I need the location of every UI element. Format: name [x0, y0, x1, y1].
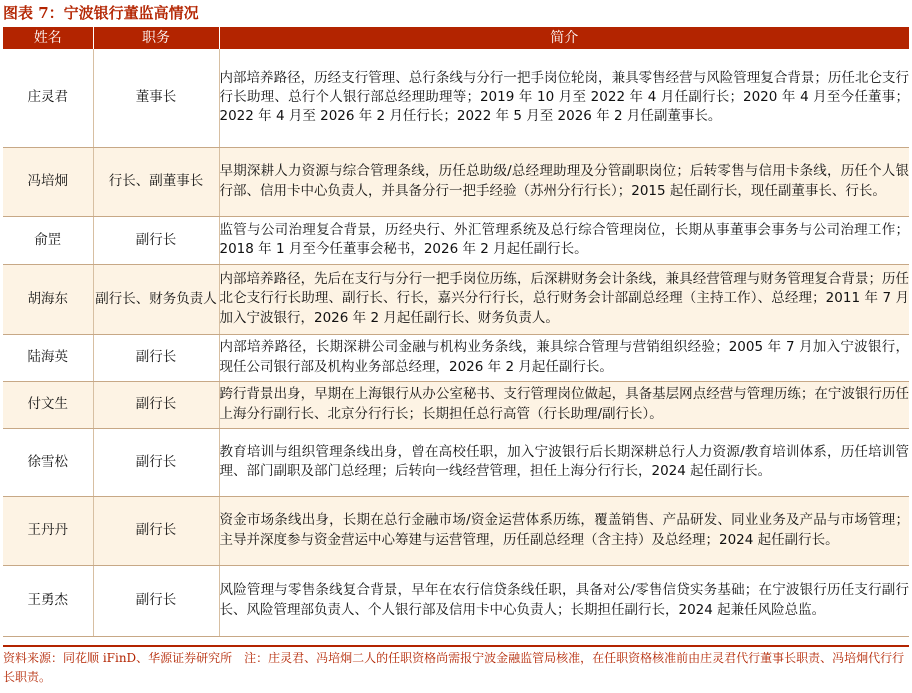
cell-role: 副行长 — [93, 565, 219, 636]
cell-role: 行长、副董事长 — [93, 147, 219, 216]
table-header-row — [3, 27, 909, 49]
cell-desc: 内部培养路径，先后在支行与分行一把手岗位历练，后深耕财务会计条线，兼具经营管理与财务管理复合背景；历任北仑支行行长助理、副行长、行长，嘉兴分行行长，总行财务会计部副总经理（主持工作）、总经理；2011 年 7 月加入宁波银行，2026 年 2 月起任副行长、财务负责人。 — [219, 264, 909, 334]
cell-desc: 内部培养路径，长期深耕公司金融与机构业务条线，兼具综合管理与营销组织经验；2005 年 7 月加入宁波银行，现任公司银行部及机构业务部总经理，2026 年 2 月起任副行长。 — [219, 334, 909, 381]
cell-role: 副行长 — [93, 216, 219, 264]
cell-desc: 早期深耕人力资源与综合管理条线，历任总助级/总经理助理及分管副职岗位；后转零售与信用卡条线，历任个人银行部、信用卡中心负责人，并具备分行一把手经验（苏州分行行长）；2015 起任副行长，现任副董事长、行长。 — [219, 147, 909, 216]
table-row — [3, 334, 909, 381]
cell-role: 副行长 — [93, 496, 219, 565]
table-row — [3, 565, 909, 636]
cell-desc: 教育培训与组织管理条线出身，曾在高校任职，加入宁波银行后长期深耕总行人力资源/教育培训体系，历任培训管理、部门副职及部门总经理；后转向一线经营管理，担任上海分行行长，2024 起任副行长。 — [219, 428, 909, 496]
cell-desc: 风险管理与零售条线复合背景，早年在农行信贷条线任职，具备对公/零售信贷实务基础；在宁波银行历任支行副行长、风险管理部负责人、个人银行部及信用卡中心负责人；长期担任副行长，2024 起兼任风险总监。 — [219, 565, 909, 636]
cell-desc: 监管与公司治理复合背景，历经央行、外汇管理系统及总行综合管理岗位，长期从事董事会事务与公司治理工作；2018 年 1 月至今任董事会秘书，2026 年 2 月起任副行长。 — [219, 216, 909, 264]
table-row — [3, 496, 909, 565]
cell-role: 副行长 — [93, 381, 219, 428]
cell-role: 副行长 — [93, 334, 219, 381]
cell-desc: 内部培养路径，历经支行管理、总行条线与分行一把手岗位轮岗，兼具零售经营与风险管理复合背景；历任北仑支行行长助理、总行个人银行部总经理助理等；2019 年 10 月至 2022 年 4 月任副行长；2020 年 4 月至今任董事；2022 年 4 月至 2026 年 2 月任行长；2022 年 5 月至 2026 年 2 月任副董事长。 — [219, 49, 909, 147]
cell-role: 副行长、财务负责人 — [93, 264, 219, 334]
figure-title: 图表 7：宁波银行董监高情况 — [3, 1, 909, 29]
header-desc: 简介 — [219, 27, 909, 49]
table-row — [3, 428, 909, 496]
cell-desc: 跨行背景出身，早期在上海银行从办公室秘书、支行管理岗位做起，具备基层网点经营与管理历练；在宁波银行历任上海分行副行长、北京分行行长；长期担任总行高管（行长助理/副行长）。 — [219, 381, 909, 428]
table-row — [3, 381, 909, 428]
cell-name: 胡海东 — [3, 264, 93, 334]
table-row — [3, 216, 909, 264]
table-row — [3, 264, 909, 334]
table-row — [3, 147, 909, 216]
executive-table — [3, 27, 909, 637]
cell-role: 董事长 — [93, 49, 219, 147]
cell-name: 俞罡 — [3, 216, 93, 264]
table-row — [3, 49, 909, 147]
cell-name: 徐雪松 — [3, 428, 93, 496]
cell-desc: 资金市场条线出身，长期在总行金融市场/资金运营体系历练，覆盖销售、产品研发、同业业务及产品与市场管理；主导并深度参与资金营运中心筹建与运营管理，历任副总经理（含主持）及总经理；2024 起任副行长。 — [219, 496, 909, 565]
header-name: 姓名 — [3, 27, 93, 49]
cell-name: 王勇杰 — [3, 565, 93, 636]
cell-name: 庄灵君 — [3, 49, 93, 147]
source-note: 资料来源：同花顺 iFinD、华源证券研究所 注：庄灵君、冯培炯二人的任职资格尚需报宁波金融监管局核准，在任职资格核准前由庄灵君代行董事长职责、冯培炯代行行长职责。 — [3, 645, 909, 687]
header-role: 职务 — [93, 27, 219, 49]
cell-role: 副行长 — [93, 428, 219, 496]
cell-name: 付文生 — [3, 381, 93, 428]
cell-name: 陆海英 — [3, 334, 93, 381]
cell-name: 冯培炯 — [3, 147, 93, 216]
cell-name: 王丹丹 — [3, 496, 93, 565]
